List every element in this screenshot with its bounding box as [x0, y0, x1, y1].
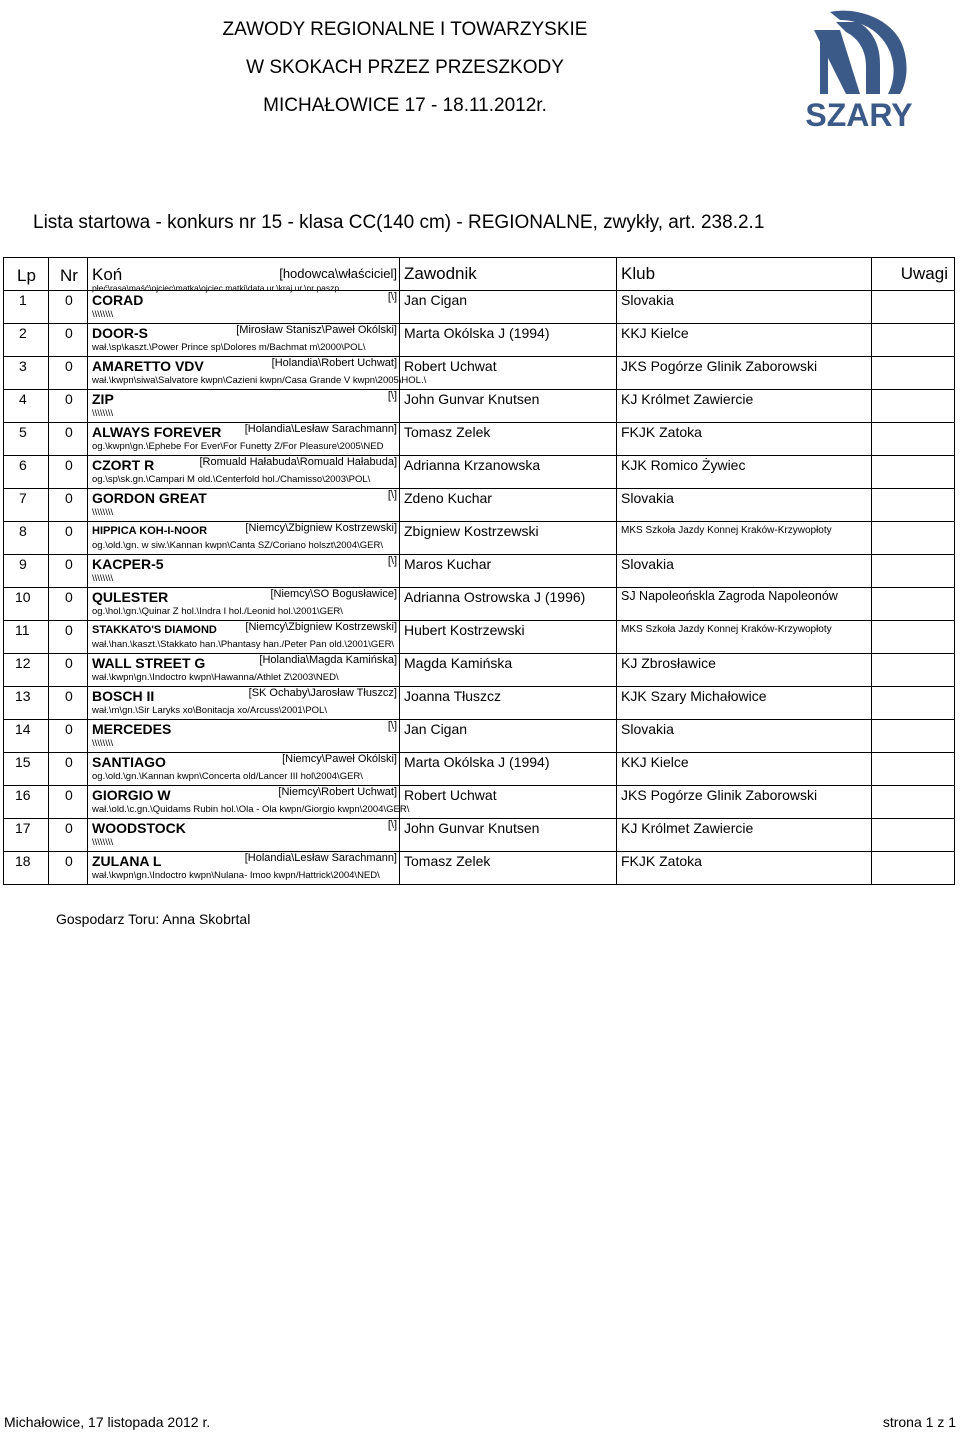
entry-number: 0 — [65, 325, 73, 341]
lp-cell — [4, 621, 49, 654]
nr-cell — [49, 852, 88, 885]
table-row — [4, 786, 955, 819]
horse-cell — [88, 687, 400, 720]
table-row — [4, 819, 955, 852]
club-cell — [617, 621, 872, 654]
nr-cell — [49, 687, 88, 720]
entry-number: 0 — [65, 787, 73, 803]
header-owner: [hodowca\właściciel] — [279, 266, 397, 281]
start-number: 14 — [15, 721, 31, 737]
rider-cell — [400, 489, 617, 522]
horse-cell — [88, 786, 410, 819]
club-name: Slovakia — [621, 292, 674, 308]
table-row — [4, 291, 955, 324]
horse-cell — [88, 720, 400, 753]
notes-cell — [872, 456, 955, 489]
table-row — [4, 687, 955, 720]
horse-owner: [Niemcy\Robert Uchwat] — [278, 786, 397, 798]
club-cell — [617, 819, 872, 852]
rider-name: Adrianna Ostrowska J (1996) — [404, 589, 586, 605]
course-designer: Gospodarz Toru: Anna Skobrtal — [56, 911, 251, 927]
rider-name: Tomasz Zelek — [404, 424, 491, 440]
rider-cell — [400, 852, 617, 885]
horse-details: \\\\\\\\ — [92, 309, 114, 320]
lp-cell — [4, 357, 49, 390]
club-name: MKS Szkoła Jazdy Konnej Kraków-Krzywopłoty — [621, 624, 832, 635]
rider-cell — [400, 291, 617, 324]
horse-owner: [Holandia\Lesław Sarachmann] — [244, 423, 397, 435]
horse-details: og.\kwpn\gn.\Ephebe For Ever\For Funetty Z/For Pleasure\2005\NED — [92, 441, 384, 452]
table-row — [4, 753, 955, 786]
header-rider: Zawodnik — [404, 264, 477, 283]
horse-details: wał.\kwpn\siwa\Salvatore kwpn\Cazieni kwpn/Casa Grande V kwpn\2005\HOL.\ — [92, 375, 427, 386]
club-cell — [617, 456, 872, 489]
table-row — [4, 621, 955, 654]
horse-name: DOOR-S — [92, 325, 148, 341]
horse-owner: [Niemcy\Zbigniew Kostrzewski] — [245, 522, 397, 534]
club-name: Slovakia — [621, 490, 674, 506]
lp-cell — [4, 753, 49, 786]
start-number: 1 — [19, 292, 27, 308]
rider-name: Robert Uchwat — [404, 358, 497, 374]
lp-cell — [4, 324, 49, 357]
table-row — [4, 456, 955, 489]
horse-name: SANTIAGO — [92, 754, 166, 770]
horse-cell — [88, 588, 400, 621]
club-cell — [617, 753, 872, 786]
start-number: 9 — [19, 556, 27, 572]
horse-name: AMARETTO VDV — [92, 358, 204, 374]
horse-owner: [Holandia\Magda Kamińska] — [259, 654, 397, 666]
table-header-row — [4, 258, 955, 291]
horse-cell — [88, 753, 400, 786]
horse-owner: [Niemcy\Zbigniew Kostrzewski] — [245, 621, 397, 633]
horse-cell — [88, 423, 400, 456]
nr-cell — [49, 753, 88, 786]
horse-cell — [88, 489, 400, 522]
club-name: JKS Pogórze Glinik Zaborowski — [621, 787, 818, 803]
nr-cell — [49, 423, 88, 456]
horse-name: MERCEDES — [92, 721, 172, 737]
nr-cell — [49, 588, 88, 621]
header-lp: Lp — [17, 266, 36, 285]
horse-name: KACPER-5 — [92, 556, 164, 572]
table-row — [4, 390, 955, 423]
header-nr: Nr — [60, 266, 78, 285]
rider-name: John Gunvar Knutsen — [404, 820, 540, 836]
lp-cell — [4, 819, 49, 852]
club-name: KKJ Kielce — [621, 754, 689, 770]
club-cell — [617, 555, 872, 588]
lp-cell — [4, 390, 49, 423]
notes-cell — [872, 390, 955, 423]
rider-name: Marta Okólska J (1994) — [404, 754, 550, 770]
horse-owner: [SK Ochaby\Jarosław Tłuszcz] — [248, 687, 397, 699]
entry-number: 0 — [65, 358, 73, 374]
table-row — [4, 357, 955, 390]
horse-cell — [88, 324, 400, 357]
rider-cell — [400, 720, 617, 753]
start-number: 18 — [15, 853, 31, 869]
notes-cell — [872, 852, 955, 885]
notes-cell — [872, 357, 955, 390]
rider-cell — [400, 324, 617, 357]
entry-number: 0 — [65, 622, 73, 638]
horse-owner: [Romuald Hałabuda\Romuald Hałabuda] — [199, 456, 397, 468]
club-cell — [617, 786, 872, 819]
rider-name: Zbigniew Kostrzewski — [404, 523, 539, 539]
lp-cell — [4, 588, 49, 621]
club-cell — [617, 852, 872, 885]
horse-details: og.\hol.\gn.\Quinar Z hol.\Indra I hol./Leonid hol.\2001\GER\ — [92, 606, 343, 617]
club-name: Slovakia — [621, 721, 674, 737]
event-title-line3: MICHAŁOWICE 17 - 18.11.2012r. — [263, 95, 547, 116]
footer-page-number: strona 1 z 1 — [882, 1414, 956, 1430]
horse-owner: [\] — [387, 720, 397, 732]
notes-cell — [872, 324, 955, 357]
entry-number: 0 — [65, 853, 73, 869]
start-list-table — [3, 257, 955, 885]
horse-details: og.\sp\sk.gn.\Campari M old.\Centerfold hol./Chamisso\2003\POL\ — [92, 474, 371, 485]
nr-cell — [49, 621, 88, 654]
club-name: SJ Napoleońskla Zagroda Napoleonów — [621, 589, 838, 603]
rider-cell — [400, 621, 617, 654]
nr-cell — [49, 357, 88, 390]
horse-details: wał.\kwpn\gn.\Indoctro kwpn\Nulana- Imoo kwpn/Hattrick\2004\NED\ — [92, 870, 380, 881]
club-cell — [617, 423, 872, 456]
club-name: JKS Pogórze Glinik Zaborowski — [621, 358, 818, 374]
horse-name: ALWAYS FOREVER — [92, 424, 222, 440]
horse-owner: [Niemcy\SO Bogusławice] — [270, 588, 397, 600]
entry-number: 0 — [65, 292, 73, 308]
entry-number: 0 — [65, 688, 73, 704]
club-name: FKJK Zatoka — [621, 853, 702, 869]
lp-cell — [4, 423, 49, 456]
nr-cell — [49, 390, 88, 423]
horse-cell — [88, 390, 400, 423]
start-number: 13 — [15, 688, 31, 704]
notes-cell — [872, 753, 955, 786]
horse-owner: [\] — [387, 390, 397, 402]
header-nr-cell — [49, 258, 88, 291]
lp-cell — [4, 687, 49, 720]
rider-cell — [400, 357, 617, 390]
horse-owner: [\] — [387, 291, 397, 303]
horse-name: GIORGIO W — [92, 787, 171, 803]
header-notes: Uwagi — [900, 264, 948, 283]
rider-name: Adrianna Krzanowska — [404, 457, 541, 473]
table-row — [4, 852, 955, 885]
rider-cell — [400, 687, 617, 720]
entry-number: 0 — [65, 655, 73, 671]
horse-cell — [88, 456, 400, 489]
rider-name: Jan Cigan — [404, 292, 468, 308]
club-cell — [617, 291, 872, 324]
club-cell — [617, 324, 872, 357]
club-name: MKS Szkoła Jazdy Konnej Kraków-Krzywopłoty — [621, 525, 832, 536]
horse-details: wał.\han.\kaszt.\Stakkato han.\Phantasy han./Peter Pan old.\2001\GER\ — [92, 639, 395, 650]
rider-cell — [400, 555, 617, 588]
horse-cell — [88, 555, 400, 588]
rider-cell — [400, 456, 617, 489]
lp-cell — [4, 522, 49, 555]
horse-name: BOSCH II — [92, 688, 155, 704]
start-number: 8 — [19, 523, 27, 539]
start-number: 7 — [19, 490, 27, 506]
rider-name: Joanna Tłuszcz — [404, 688, 502, 704]
lp-cell — [4, 456, 49, 489]
rider-cell — [400, 654, 617, 687]
horse-details: \\\\\\\\ — [92, 408, 114, 419]
table-row — [4, 720, 955, 753]
rider-name: Maros Kuchar — [404, 556, 492, 572]
club-name: KJK Szary Michałowice — [621, 688, 767, 704]
header-horse-cell — [88, 258, 400, 291]
start-number: 6 — [19, 457, 27, 473]
rider-name: Tomasz Zelek — [404, 853, 491, 869]
horse-name: WALL STREET G — [92, 655, 206, 671]
club-cell — [617, 357, 872, 390]
horse-owner: [\] — [387, 555, 397, 567]
horse-name: GORDON GREAT — [92, 490, 207, 506]
club-cell — [617, 522, 872, 555]
horse-cell — [88, 522, 400, 555]
entry-number: 0 — [65, 424, 73, 440]
notes-cell — [872, 489, 955, 522]
entry-number: 0 — [65, 457, 73, 473]
club-name: KJ Królmet Zawiercie — [621, 820, 754, 836]
entry-number: 0 — [65, 490, 73, 506]
event-title-line1: ZAWODY REGIONALNE I TOWARZYSKIE — [222, 19, 588, 40]
start-number: 12 — [15, 655, 31, 671]
club-name: KJ Zbrosławice — [621, 655, 716, 671]
lp-cell — [4, 786, 49, 819]
table-row — [4, 489, 955, 522]
event-title-line2: W SKOKACH PRZEZ PRZESZKODY — [246, 57, 564, 78]
start-number: 3 — [19, 358, 27, 374]
horse-owner: [\] — [387, 819, 397, 831]
nr-cell — [49, 819, 88, 852]
nr-cell — [49, 291, 88, 324]
nr-cell — [49, 489, 88, 522]
header-lp-cell — [4, 258, 49, 291]
rider-name: Robert Uchwat — [404, 787, 497, 803]
horse-cell — [88, 291, 400, 324]
club-cell — [617, 654, 872, 687]
horse-details: \\\\\\\\ — [92, 573, 114, 584]
rider-cell — [400, 786, 617, 819]
header-notes-cell — [872, 258, 955, 291]
nr-cell — [49, 786, 88, 819]
horse-owner: [Holandia\Robert Uchwat] — [271, 357, 397, 369]
rider-name: Hubert Kostrzewski — [404, 622, 525, 638]
start-number: 11 — [15, 622, 30, 638]
lp-cell — [4, 720, 49, 753]
horse-owner: [Holandia\Lesław Sarachmann] — [244, 852, 397, 864]
club-cell — [617, 720, 872, 753]
entry-number: 0 — [65, 556, 73, 572]
entry-number: 0 — [65, 820, 73, 836]
rider-name: Marta Okólska J (1994) — [404, 325, 550, 341]
club-cell — [617, 687, 872, 720]
club-name: KJK Romico Żywiec — [621, 457, 746, 473]
table-row — [4, 324, 955, 357]
horse-owner: [\] — [387, 489, 397, 501]
table-row — [4, 423, 955, 456]
start-number: 5 — [19, 424, 27, 440]
horse-name: WOODSTOCK — [92, 820, 186, 836]
notes-cell — [872, 423, 955, 456]
horse-details: wał.\kwpn\gn.\Indoctro kwpn\Hawanna/Athlet Z\2003\NED\ — [92, 672, 339, 683]
footer-place-date: Michałowice, 17 listopada 2012 r. — [4, 1414, 211, 1430]
header-horse-details: płeć\rasa\maść\ojciec\matka\ojciec matki\data ur.\kraj ur.\nr paszp. — [92, 283, 342, 293]
club-cell — [617, 489, 872, 522]
horse-details: wał.\old.\c.gn.\Quidams Rubin hol.\Ola - Ola kwpn/Giorgio kwpn\2004\GER\ — [92, 804, 410, 815]
horse-cell — [88, 852, 400, 885]
rider-cell — [400, 588, 617, 621]
nr-cell — [49, 324, 88, 357]
notes-cell — [872, 555, 955, 588]
lp-cell — [4, 489, 49, 522]
notes-cell — [872, 621, 955, 654]
start-list-title: Lista startowa - konkurs nr 15 - klasa CC(140 cm) - REGIONALNE, zwykły, art. 238.2.1 — [33, 212, 765, 233]
horse-details: og.\old.\gn.\Kannan kwpn\Concerta old/Lancer III hol\2004\GER\ — [92, 771, 363, 782]
start-number: 16 — [15, 787, 31, 803]
rider-cell — [400, 753, 617, 786]
notes-cell — [872, 786, 955, 819]
horse-details: wał.\sp\kaszt.\Power Prince sp\Dolores m/Bachmat m\2000\POL\ — [92, 342, 366, 353]
start-number: 2 — [19, 325, 27, 341]
notes-cell — [872, 522, 955, 555]
nr-cell — [49, 522, 88, 555]
start-number: 15 — [15, 754, 31, 770]
entry-number: 0 — [65, 523, 73, 539]
horse-details: wał.\m\gn.\Sir Laryks xo\Bonitacja xo/Arcuss\2001\POL\ — [92, 705, 327, 716]
logo-text: SZARY — [805, 97, 913, 132]
notes-cell — [872, 291, 955, 324]
horse-name: ZIP — [92, 391, 114, 407]
horse-name: ZULANA L — [92, 853, 162, 869]
notes-cell — [872, 588, 955, 621]
rider-name: Jan Cigan — [404, 721, 468, 737]
entry-number: 0 — [65, 721, 73, 737]
horse-cell — [88, 819, 400, 852]
club-name: Slovakia — [621, 556, 674, 572]
horse-details: \\\\\\\\ — [92, 738, 114, 749]
club-name: KKJ Kielce — [621, 325, 689, 341]
club-cell — [617, 390, 872, 423]
start-number: 4 — [19, 391, 27, 407]
horse-details: \\\\\\\\ — [92, 507, 114, 518]
rider-cell — [400, 522, 617, 555]
entry-number: 0 — [65, 391, 73, 407]
notes-cell — [872, 687, 955, 720]
notes-cell — [872, 819, 955, 852]
table-row — [4, 555, 955, 588]
start-number: 10 — [15, 589, 31, 605]
club-name: FKJK Zatoka — [621, 424, 702, 440]
rider-name: Magda Kamińska — [404, 655, 513, 671]
header-club-cell — [617, 258, 872, 291]
lp-cell — [4, 654, 49, 687]
rider-cell — [400, 390, 617, 423]
club-name: KJ Królmet Zawiercie — [621, 391, 754, 407]
notes-cell — [872, 654, 955, 687]
horse-cell — [88, 654, 400, 687]
rider-cell — [400, 819, 617, 852]
horse-name: CORAD — [92, 292, 144, 308]
entry-number: 0 — [65, 589, 73, 605]
rider-cell — [400, 423, 617, 456]
entry-number: 0 — [65, 754, 73, 770]
nr-cell — [49, 654, 88, 687]
lp-cell — [4, 852, 49, 885]
horse-cell — [88, 357, 427, 390]
header-rider-cell — [400, 258, 617, 291]
start-number: 17 — [15, 820, 31, 836]
table-row — [4, 522, 955, 555]
nr-cell — [49, 456, 88, 489]
horse-owner: [Mirosław Stanisz\Paweł Okólski] — [236, 324, 397, 336]
horse-details: og.\old.\gn. w siw.\Kannan kwpn\Canta SZ/Coriano holszt\2004\GER\ — [92, 540, 383, 551]
notes-cell — [872, 720, 955, 753]
rider-name: John Gunvar Knutsen — [404, 391, 540, 407]
nr-cell — [49, 720, 88, 753]
rider-name: Zdeno Kuchar — [404, 490, 492, 506]
table-row — [4, 654, 955, 687]
lp-cell — [4, 291, 49, 324]
header-club: Klub — [621, 264, 656, 283]
header-horse: Koń — [92, 265, 123, 284]
horse-name: QULESTER — [92, 589, 169, 605]
horse-name: CZORT R — [92, 457, 155, 473]
horse-owner: [Niemcy\Paweł Okólski] — [282, 753, 397, 765]
table-row — [4, 588, 955, 621]
horse-cell — [88, 621, 400, 654]
lp-cell — [4, 555, 49, 588]
horse-name: HIPPICA KOH-I-NOOR — [92, 525, 208, 537]
szary-logo — [800, 8, 918, 132]
club-cell — [617, 588, 872, 621]
nr-cell — [49, 555, 88, 588]
horse-name: STAKKATO'S DIAMOND — [92, 624, 217, 636]
horse-details: \\\\\\\\ — [92, 837, 114, 848]
